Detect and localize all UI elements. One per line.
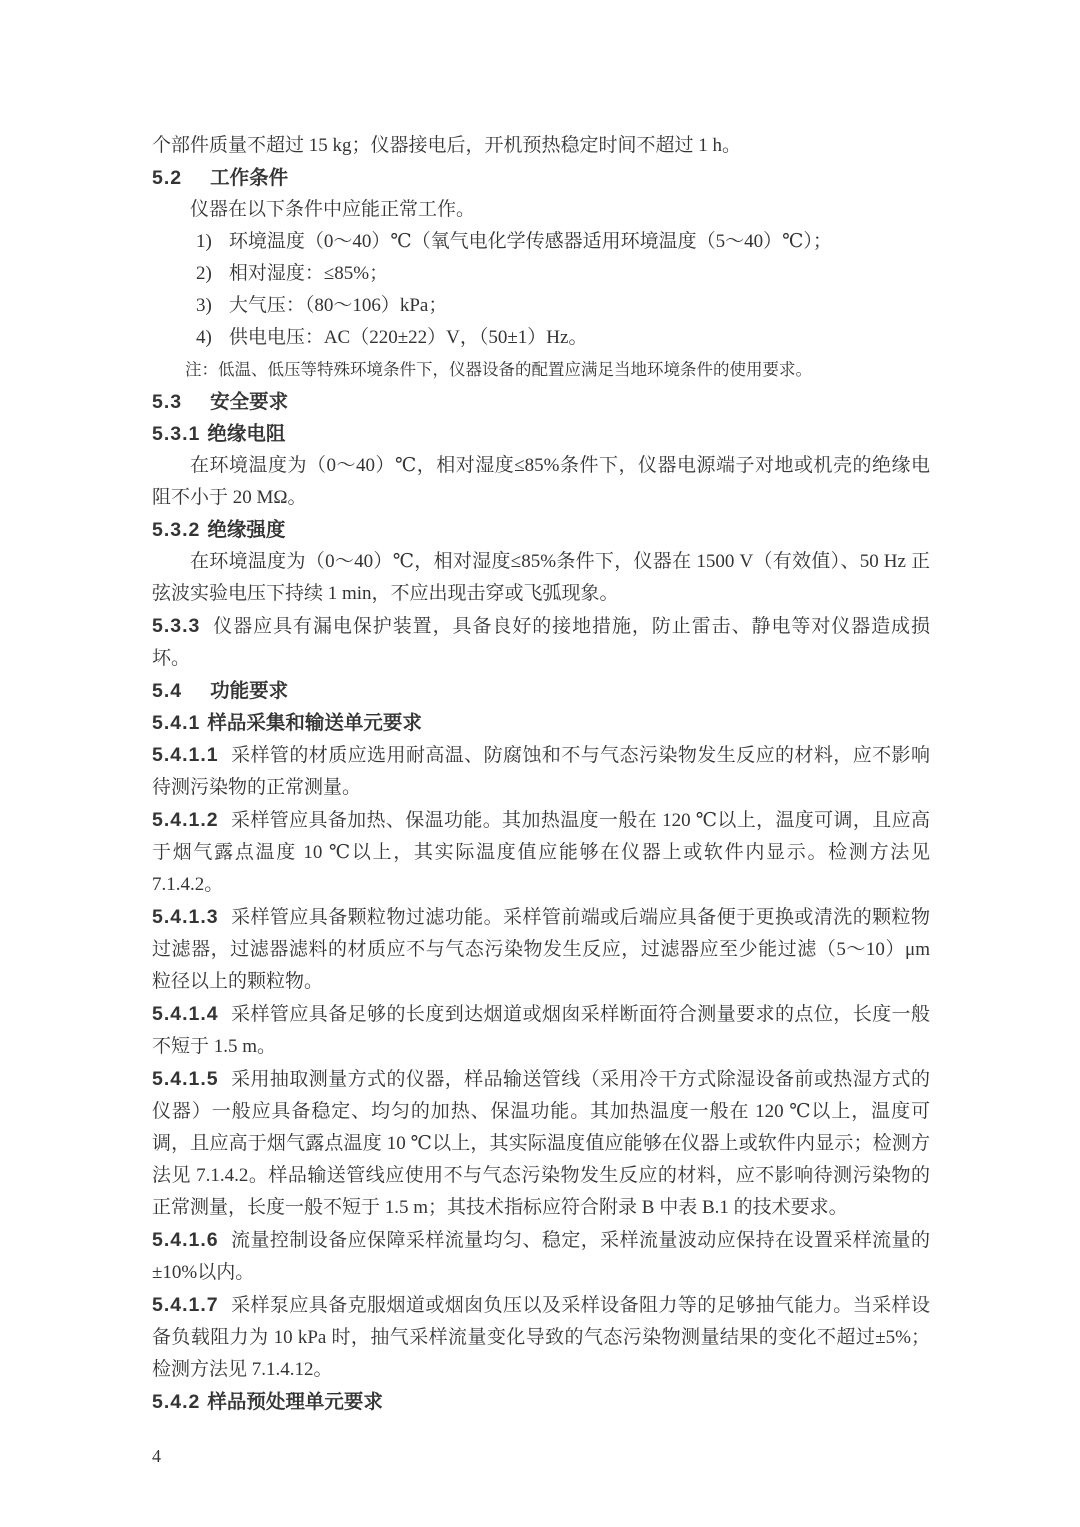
clause-number: 5.4.1 (152, 712, 201, 734)
numbered-paragraph-5-4-1-1 (152, 739, 930, 804)
heading-title: 功能要求 (210, 680, 289, 702)
numbered-paragraph-5-4-1-3 (152, 901, 930, 998)
section-heading-5-3-2 (152, 514, 930, 546)
heading-title: 绝缘电阻 (207, 423, 286, 445)
paragraph-text: 采样泵应具备克服烟道或烟囱负压以及采样设备阻力等的足够抽气能力。当采样设备负载阻力为 10 kPa 时，抽气采样流量变化导致的气态污染物测量结果的变化不超过±5%；检测方法见 7.1.4.12。 (152, 1295, 930, 1380)
clause-number: 5.4.1.2 (152, 809, 219, 831)
paragraph-5-3-2-body: 在环境温度为（0～40）℃，相对湿度≤85%条件下，仪器在 1500 V（有效值）、50 Hz 正弦波实验电压下持续 1 min，不应出现击穿或飞弧现象。 (152, 551, 930, 604)
heading-title: 样品采集和输送单元要求 (207, 712, 422, 734)
list-number: 2) (196, 263, 212, 284)
list-item-2 (152, 258, 930, 290)
heading-title: 绝缘强度 (207, 519, 286, 541)
section-heading-5-3 (152, 386, 930, 418)
clause-number: 5.4.1.5 (152, 1068, 219, 1090)
section-heading-5-4-1 (152, 707, 930, 739)
paragraph-5-3-1-body: 在环境温度为（0～40）℃，相对湿度≤85%条件下，仪器电源端子对地或机壳的绝缘电阻不小于 20 MΩ。 (152, 455, 930, 508)
heading-title: 样品预处理单元要求 (207, 1391, 383, 1413)
clause-number: 5.4.2 (152, 1391, 201, 1413)
section-heading-5-4 (152, 675, 930, 707)
heading-title: 工作条件 (210, 167, 289, 189)
paragraph-text: 采用抽取测量方式的仪器，样品输送管线（采用冷干方式除湿设备前或热湿方式的仪器）一般应具备稳定、均匀的加热、保温功能。其加热温度一般在 120 ℃以上，温度可调，且应高于烟气露点温度 10 ℃以上，其实际温度值应能够在仪器上或软件内显示；检测方法见 7.1.4.2。样品输送管线应使用不与气态污染物发生反应的材料，应不影响待测污染物的正常测量，长度一般不短于 1.5 m；其技术指标应符合附录 B 中表 B.1 的技术要求。 (152, 1069, 930, 1218)
heading-title: 安全要求 (210, 391, 289, 413)
paragraph-text: 仪器应具有漏电保护装置，具备良好的接地措施，防止雷击、静电等对仪器造成损坏。 (152, 616, 930, 669)
numbered-paragraph-5-3-3 (152, 610, 930, 675)
clause-number: 5.4.1.1 (152, 744, 219, 766)
clause-number: 5.3.1 (152, 423, 201, 445)
paragraph-continuation: 个部件质量不超过 15 kg；仪器接电后，开机预热稳定时间不超过 1 h。 (152, 135, 742, 156)
clause-number: 5.4.1.7 (152, 1294, 219, 1316)
section-heading-5-4-2 (152, 1386, 930, 1418)
numbered-paragraph-5-4-1-2 (152, 804, 930, 901)
list-text: 大气压：（80～106）kPa； (228, 295, 448, 316)
list-item-1 (152, 226, 930, 258)
clause-number: 5.2 (152, 167, 183, 189)
numbered-paragraph-5-4-1-4 (152, 998, 930, 1063)
clause-number: 5.3.3 (152, 615, 201, 637)
list-number: 1) (196, 231, 212, 252)
paragraph-text: 采样管应具备颗粒物过滤功能。采样管前端或后端应具备便于更换或清洗的颗粒物过滤器，过滤器滤料的材质应不与气态污染物发生反应，过滤器应至少能过滤（5～10）μm 粒径以上的颗粒物。 (152, 907, 930, 992)
clause-number: 5.4.1.3 (152, 906, 219, 928)
list-text: 环境温度（0～40）℃（氧气电化学传感器适用环境温度（5～40）℃）； (228, 231, 832, 252)
list-text: 相对湿度：≤85%； (228, 263, 389, 284)
paragraph-text: 流量控制设备应保障采样流量均匀、稳定，采样流量波动应保持在设置采样流量的±10%以内。 (152, 1230, 930, 1283)
note-line: 注：低温、低压等特殊环境条件下，仪器设备的配置应满足当地环境条件的使用要求。 (185, 360, 812, 379)
clause-number: 5.3.2 (152, 519, 201, 541)
numbered-paragraph-5-4-1-7 (152, 1289, 930, 1386)
paragraph-text: 采样管应具备足够的长度到达烟道或烟囱采样断面符合测量要求的点位，长度一般不短于 1.5 m。 (152, 1004, 930, 1057)
paragraph-text: 采样管的材质应选用耐高温、防腐蚀和不与气态污染物发生反应的材料，应不影响待测污染物的正常测量。 (152, 745, 930, 798)
list-item-3 (152, 290, 930, 322)
list-number: 3) (196, 295, 212, 316)
list-text: 供电电压：AC（220±22）V，（50±1）Hz。 (228, 327, 588, 348)
numbered-paragraph-5-4-1-6 (152, 1224, 930, 1289)
section-heading-5-2 (152, 162, 930, 194)
list-item-4 (152, 322, 930, 354)
numbered-paragraph-5-4-1-5 (152, 1063, 930, 1224)
section-heading-5-3-1 (152, 418, 930, 450)
clause-number: 5.4.1.6 (152, 1229, 219, 1251)
paragraph-intro: 仪器在以下条件中应能正常工作。 (190, 199, 476, 220)
clause-number: 5.4.1.4 (152, 1003, 219, 1025)
page-number: 4 (152, 1446, 161, 1466)
paragraph-text: 采样管应具备加热、保温功能。其加热温度一般在 120 ℃以上，温度可调，且应高于烟气露点温度 10 ℃以上，其实际温度值应能够在仪器上或软件内显示。检测方法见 7.1.4.2。 (152, 810, 930, 895)
document-body (152, 130, 930, 1472)
list-number: 4) (196, 327, 212, 348)
clause-number: 5.3 (152, 391, 183, 413)
clause-number: 5.4 (152, 680, 183, 702)
